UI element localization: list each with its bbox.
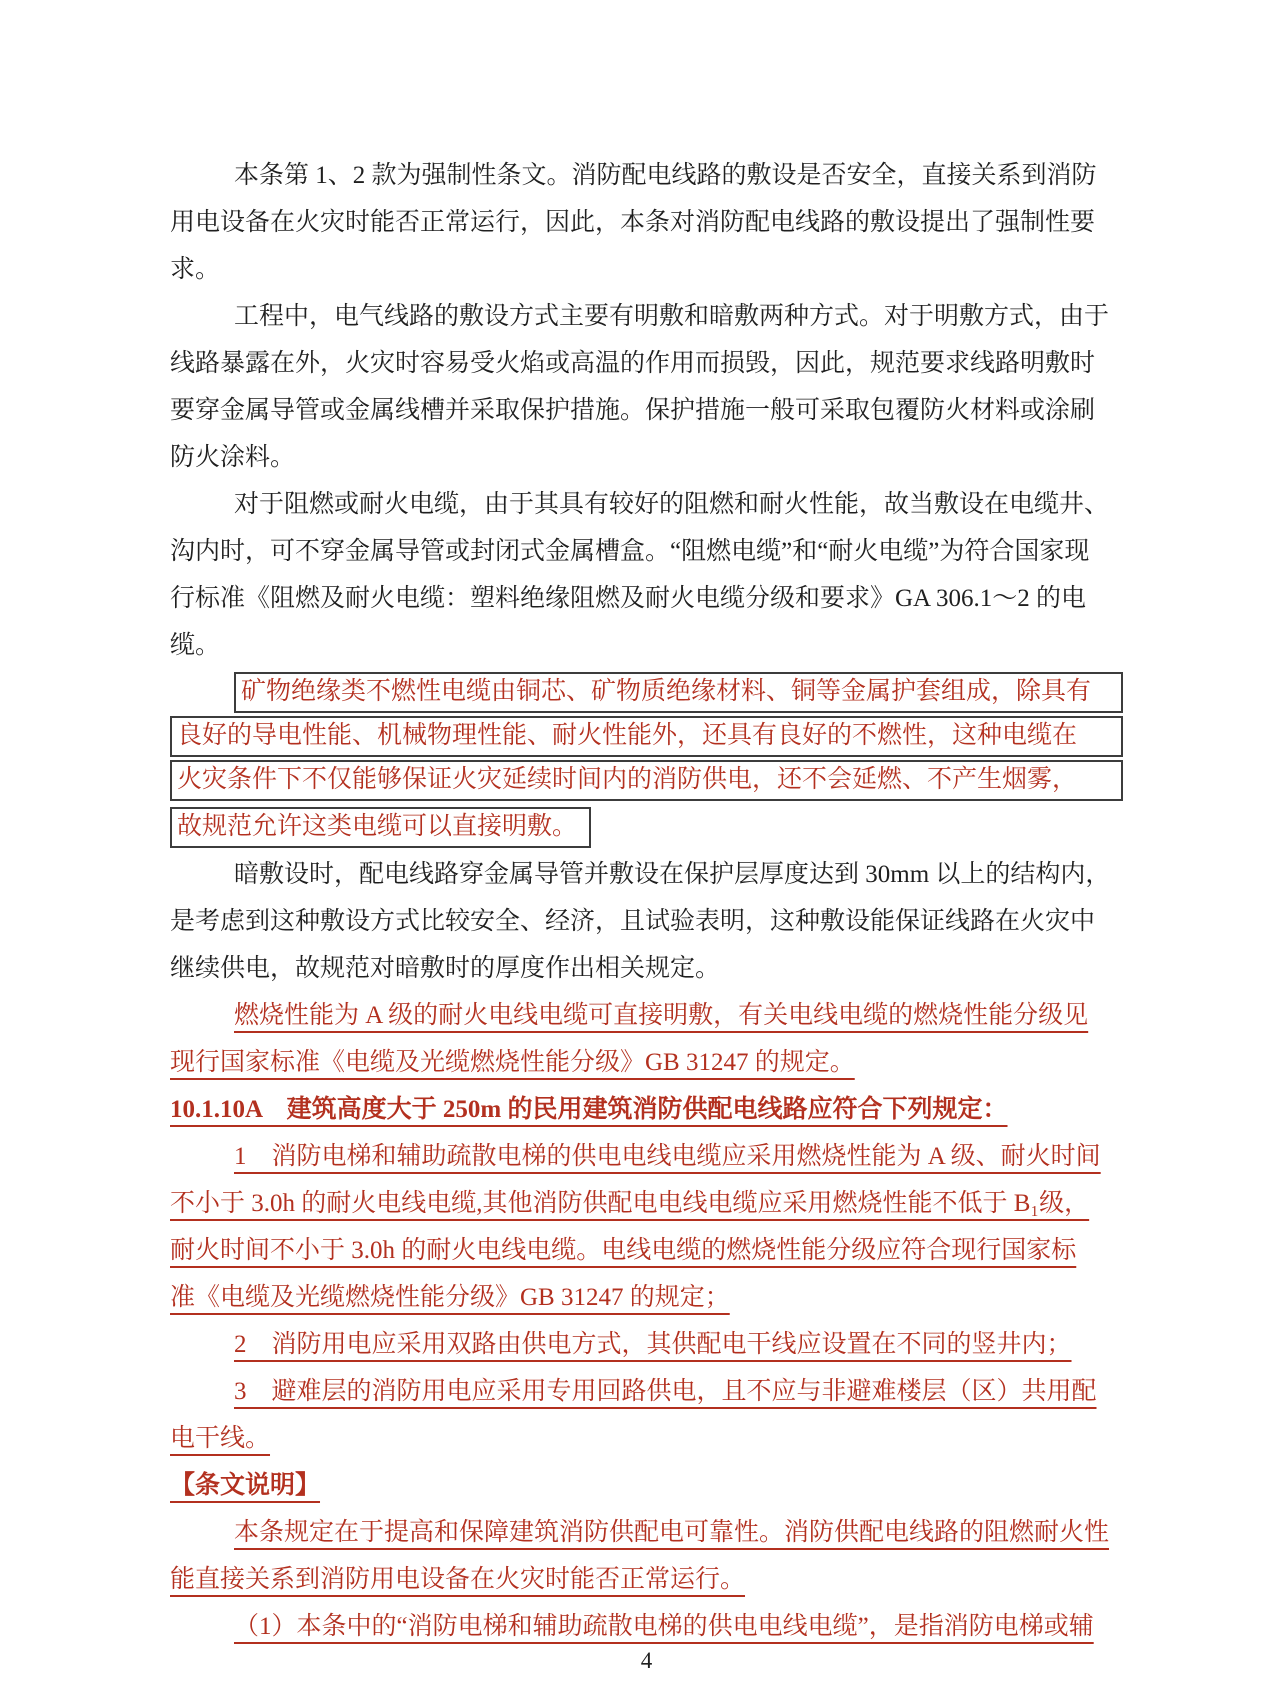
text-line: 耐火时间不小于 3.0h 的耐火电线电缆。电线电缆的燃烧性能分级应符合现行国家标 (170, 1237, 1077, 1264)
text-line: 对于阻燃或耐火电缆，由于其具有较好的阻燃和耐火性能，故当敷设在电缆井、 (234, 491, 1110, 518)
text-line: 线路暴露在外，火灾时容易受火焰或高温的作用而损毁，因此，规范要求线路明敷时 (170, 350, 1096, 377)
text-line: 用电设备在火灾时能否正常运行，因此，本条对消防配电线路的敷设提出了强制性要 (170, 209, 1096, 236)
text-line: 电干线。 (170, 1425, 271, 1452)
text-line: 行标准《阻燃及耐火电缆：塑料绝缘阻燃及耐火电缆分级和要求》GA 306.1～2 的电 (170, 585, 1086, 612)
page-number: 4 (640, 1648, 653, 1673)
document-body (170, 152, 1123, 1650)
text-line: 10.1.10A 建筑高度大于 250m 的民用建筑消防供配电线路应符合下列规定： (170, 1096, 1008, 1123)
text-line: 矿物绝缘类不燃性电缆由铜芯、矿物质绝缘材料、铜等金属护套组成，除具有 (234, 672, 1123, 713)
text-line: 继续供电，故规范对暗敷时的厚度作出相关规定。 (170, 955, 721, 982)
text-line: 能直接关系到消防用电设备在火灾时能否正常运行。 (170, 1566, 746, 1593)
text-line: 本条第 1、2 款为强制性条文。消防配电线路的敷设是否安全，直接关系到消防 (234, 162, 1097, 189)
text-line: 燃烧性能为 A 级的耐火电线电缆可直接明敷，有关电线电缆的燃烧性能分级见 (234, 1002, 1089, 1029)
text-line: 2 消防用电应采用双路由供电方式，其供配电干线应设置在不同的竖井内； (234, 1331, 1072, 1358)
text-line: 是考虑到这种敷设方式比较安全、经济，且试验表明，这种敷设能保证线路在火灾中 (170, 908, 1096, 935)
text-line: 暗敷设时，配电线路穿金属导管并敷设在保护层厚度达到 30mm 以上的结构内， (234, 861, 1111, 888)
text-line: 【条文说明】 (170, 1472, 321, 1499)
text-line: 良好的导电性能、机械物理性能、耐火性能外，还具有良好的不燃性，这种电缆在 (170, 716, 1123, 757)
text-line: 工程中，电气线路的敷设方式主要有明敷和暗敷两种方式。对于明敷方式，由于 (234, 303, 1110, 330)
text-line: 1 消防电梯和辅助疏散电梯的供电电线电缆应采用燃烧性能为 A 级、耐火时间 (234, 1143, 1101, 1170)
text-line: 沟内时，可不穿金属导管或封闭式金属槽盒。“阻燃电缆”和“耐火电缆”为符合国家现 (170, 538, 1090, 565)
text-line: 不小于 3.0h 的耐火电线电缆,其他消防供配电电线电缆应采用燃烧性能不低于 B₁级， (170, 1190, 1090, 1217)
text-line: 要穿金属导管或金属线槽并采取保护措施。保护措施一般可采取包覆防火材料或涂刷 (170, 397, 1096, 424)
text-line: 防火涂料。 (170, 444, 296, 471)
text-line: 现行国家标准《电缆及光缆燃烧性能分级》GB 31247 的规定。 (170, 1049, 855, 1076)
text-line: 准《电缆及光缆燃烧性能分级》GB 31247 的规定； (170, 1284, 730, 1311)
text-line: 求。 (170, 256, 221, 283)
text-line: 火灾条件下不仅能够保证火灾延续时间内的消防供电，还不会延燃、不产生烟雾， (170, 760, 1123, 801)
text-line: 缆。 (170, 632, 221, 659)
text-line: （1）本条中的“消防电梯和辅助疏散电梯的供电电线电缆”，是指消防电梯或辅 (234, 1613, 1094, 1640)
text-line: 本条规定在于提高和保障建筑消防供配电可靠性。消防供配电线路的阻燃耐火性 (234, 1519, 1110, 1546)
text-line: 故规范允许这类电缆可以直接明敷。 (170, 807, 591, 848)
text-line: 3 避难层的消防用电应采用专用回路供电，且不应与非避难楼层（区）共用配 (234, 1378, 1097, 1405)
